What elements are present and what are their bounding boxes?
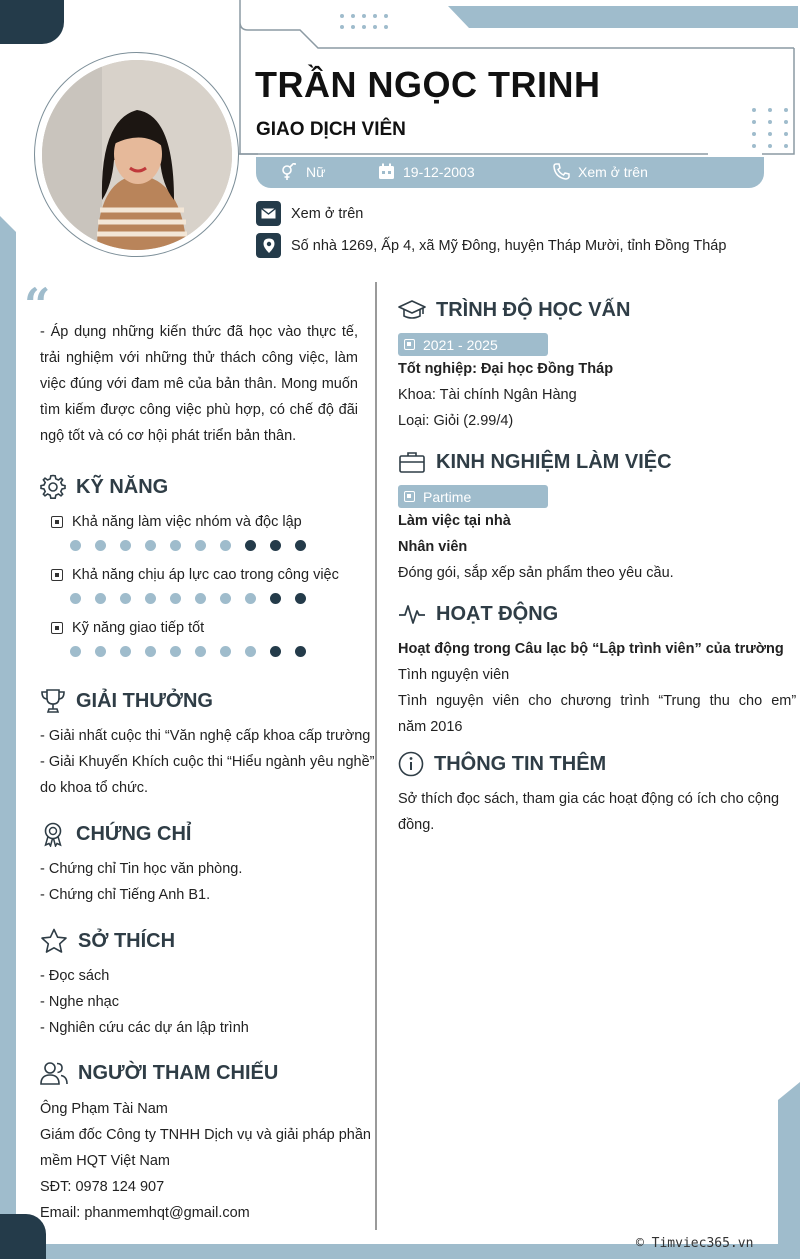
location-icon [256, 233, 281, 258]
rating-dot [295, 646, 306, 657]
certificate-item: - Chứng chỉ Tin học văn phòng. [40, 861, 243, 877]
birthdate-item [378, 163, 475, 180]
rating-dot [270, 593, 281, 604]
bullet-icon [404, 339, 415, 350]
rating-dot [245, 540, 256, 551]
experience-details [398, 508, 674, 586]
avatar [42, 60, 232, 250]
references-title: NGƯỜI THAM CHIẾU [78, 1061, 279, 1084]
additional-line: Sở thích đọc sách, tham gia các hoạt động có ích cho cộng [398, 791, 780, 807]
activities-title: HOẠT ĐỘNG [436, 602, 559, 625]
phone-value: Xem ở trên [578, 163, 648, 180]
rating-dot [195, 540, 206, 551]
rating-dot [145, 646, 156, 657]
rating-dot [220, 593, 231, 604]
awards-list [40, 723, 375, 801]
rating-dot [170, 593, 181, 604]
gear-icon [40, 474, 66, 500]
rating-dot [245, 593, 256, 604]
gender-icon [280, 163, 298, 181]
skill-item [51, 514, 306, 551]
experience-company: Làm việc tại nhà [398, 513, 511, 529]
skill-name: Kỹ năng giao tiếp tốt [72, 620, 205, 636]
bullet-icon [404, 491, 415, 502]
education-heading [398, 298, 630, 322]
calendar-icon [378, 163, 395, 180]
hobby-item: - Nghiên cứu các dự án lập trình [40, 1020, 249, 1036]
trophy-icon [40, 688, 66, 714]
activity-organization: Hoạt động trong Câu lạc bộ “Lập trình viên” của trường [398, 641, 784, 657]
users-icon [40, 1061, 68, 1085]
right-band-tip [778, 1082, 800, 1100]
skill-name: Khả năng chịu áp lực cao trong công việc [72, 567, 339, 583]
rating-dot [220, 540, 231, 551]
rating-dot [70, 646, 81, 657]
award-line: do khoa tổ chức. [40, 780, 149, 796]
experience-position: Nhân viên [398, 539, 468, 555]
rating-dot [95, 646, 106, 657]
rating-dot [195, 646, 206, 657]
experience-description: Đóng gói, sắp xếp sản phẩm theo yêu cầu. [398, 565, 674, 581]
skill-rating [70, 540, 306, 551]
rating-dot [70, 540, 81, 551]
activities-heading [398, 602, 558, 626]
certificates-title: CHỨNG CHỈ [76, 822, 192, 845]
award-line: - Giải Khuyến Khích cuộc thi “Hiểu ngành yêu nghề” [40, 754, 375, 770]
bullet-icon [51, 569, 63, 581]
education-faculty: Khoa: Tài chính Ngân Hàng [398, 387, 577, 403]
skills-title: KỸ NĂNG [76, 475, 169, 498]
skills-heading [40, 474, 168, 500]
bullet-icon [51, 516, 63, 528]
experience-heading [398, 450, 672, 474]
rating-dot [245, 646, 256, 657]
objective-text: - Áp dụng những kiến thức đã học vào thực tế, trải nghiệm với những thử thách công việc, làm việc đúng với đam mê của bản thân. Mong muốn tìm kiếm được công việc phù hợp, có chế độ đãi ngộ tốt và có cơ hội phát triển bản thân. [40, 324, 358, 444]
dot-grid-right [752, 108, 788, 148]
rating-dot [95, 593, 106, 604]
quote-icon: “ [24, 278, 51, 332]
rating-dot [295, 540, 306, 551]
certificate-item: - Chứng chỉ Tiếng Anh B1. [40, 887, 211, 903]
right-band [778, 1100, 800, 1259]
reference-name: Ông Phạm Tài Nam [40, 1101, 168, 1117]
dot-grid-top [340, 14, 388, 29]
education-details [398, 356, 613, 434]
activity-description [398, 688, 797, 714]
reference-email: Email: phanmemhqt@gmail.com [40, 1205, 250, 1221]
gender-value: Nữ [306, 164, 326, 180]
rating-dot [195, 593, 206, 604]
education-period-badge [398, 333, 548, 356]
reference-phone: SĐT: 0978 124 907 [40, 1179, 165, 1195]
additional-title: THÔNG TIN THÊM [434, 752, 607, 775]
rating-dot [120, 540, 131, 551]
award-line: - Giải nhất cuộc thi “Văn nghệ cấp khoa cấp trường [40, 728, 371, 744]
candidate-role: GIAO DỊCH VIÊN [256, 119, 406, 140]
mail-icon [256, 201, 281, 226]
watermark: © Timviec365.vn [636, 1236, 754, 1251]
skill-item [51, 620, 306, 657]
rating-dot [120, 593, 131, 604]
email-value: Xem ở trên [291, 205, 364, 222]
skill-item [51, 567, 339, 604]
skill-rating [70, 646, 306, 657]
reference-position: Giám đốc Công ty TNHH Dịch vụ và giải pháp phần [40, 1127, 371, 1143]
experience-period: Partime [423, 488, 472, 505]
rating-dot [295, 593, 306, 604]
rating-dot [170, 646, 181, 657]
activity-icon [398, 602, 426, 626]
left-band-tip [0, 216, 16, 232]
additional-details [398, 786, 779, 838]
skill-name: Khả năng làm việc nhóm và độc lập [72, 514, 302, 530]
rating-dot [145, 540, 156, 551]
phone-icon [553, 163, 570, 180]
hobby-item: - Nghe nhạc [40, 994, 119, 1010]
rating-dot [95, 540, 106, 551]
additional-heading [398, 751, 606, 777]
rating-dot [220, 646, 231, 657]
additional-line: đồng. [398, 817, 435, 833]
address-value: Số nhà 1269, Ấp 4, xã Mỹ Đông, huyện Tháp Mười, tỉnh Đồng Tháp [291, 237, 727, 254]
rating-dot [145, 593, 156, 604]
rating-dot [120, 646, 131, 657]
experience-period-badge [398, 485, 548, 508]
column-divider [375, 282, 377, 1230]
education-title: TRÌNH ĐỘ HỌC VẤN [436, 298, 631, 321]
rating-dot [270, 646, 281, 657]
education-period: 2021 - 2025 [423, 336, 498, 353]
phone-item [553, 163, 648, 180]
gender-item [280, 163, 325, 181]
activity-description-text: Tình nguyện viên cho chương trình “Trung thu cho em” [398, 693, 797, 709]
hobbies-list [40, 963, 249, 1041]
candidate-name: TRẦN NGỌC TRINH [255, 64, 601, 105]
hobbies-heading [40, 928, 175, 954]
email-row [256, 201, 363, 226]
experience-title: KINH NGHIỆM LÀM VIỆC [436, 450, 672, 473]
graduation-cap-icon [398, 298, 426, 322]
certificate-icon [40, 821, 66, 847]
activities-details [398, 636, 797, 740]
certificates-heading [40, 821, 191, 847]
info-icon [398, 751, 424, 777]
briefcase-icon [398, 450, 426, 474]
star-icon [40, 928, 68, 954]
left-band [0, 232, 16, 1259]
hobby-item: - Đọc sách [40, 968, 110, 984]
education-school: Tốt nghiệp: Đại học Đồng Tháp [398, 361, 614, 377]
education-grade: Loại: Giỏi (2.99/4) [398, 413, 514, 429]
info-bar [256, 157, 764, 188]
rating-dot [170, 540, 181, 551]
corner-decoration [0, 0, 64, 44]
awards-title: GIẢI THƯỞNG [76, 689, 213, 712]
bullet-icon [51, 622, 63, 634]
awards-heading [40, 688, 213, 714]
certificates-list [40, 856, 242, 908]
birthdate-value: 19-12-2003 [403, 163, 475, 180]
rating-dot [70, 593, 81, 604]
hobbies-title: SỞ THÍCH [78, 929, 176, 952]
skill-rating [70, 593, 339, 604]
references-heading [40, 1061, 278, 1085]
rating-dot [270, 540, 281, 551]
activity-description: năm 2016 [398, 719, 463, 735]
reference-details [40, 1096, 371, 1226]
activity-role: Tình nguyện viên [398, 667, 510, 683]
address-row [256, 233, 726, 258]
reference-position: mềm HQT Việt Nam [40, 1153, 170, 1169]
